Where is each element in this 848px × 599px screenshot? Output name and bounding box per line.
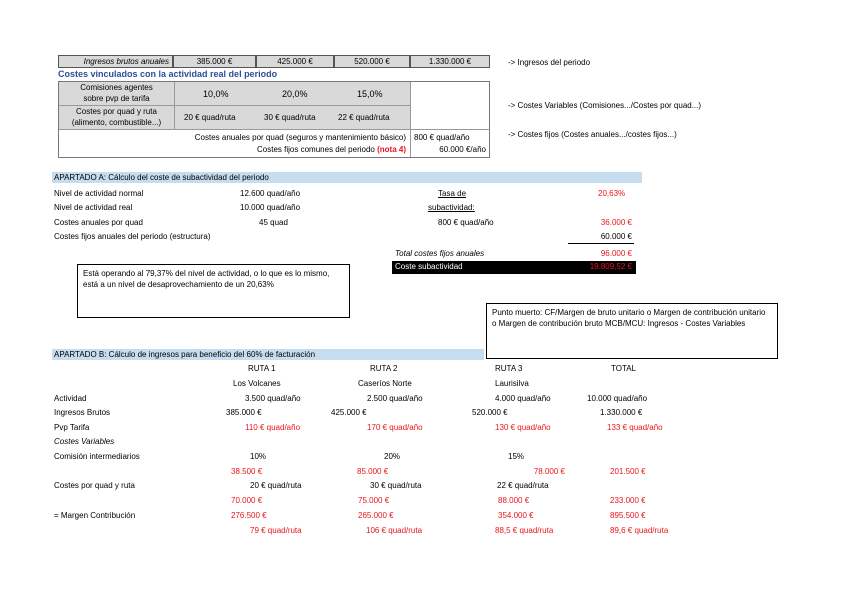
costes-quad-b-2: 30 € quad/ruta — [370, 481, 422, 490]
anuales-label: Costes anuales por quad (seguros y mantenimiento básico) — [194, 133, 406, 142]
margen-unit-2: 106 € quad/ruta — [366, 526, 423, 535]
margen-unit-total: 89,6 € quad/ruta — [610, 526, 669, 535]
apartado-b-title: APARTADO B: Cálculo de ingresos para beneficio del 60% de facturación — [54, 350, 316, 359]
ingresos-cell-total: 1.330.000 € — [410, 55, 490, 68]
total-value: 96.000 € — [600, 249, 632, 258]
ingresos-3: 520.000 € — [472, 408, 508, 417]
costes-quad-2: 30 € quad/ruta — [264, 113, 316, 122]
subheader-ruta-2: Caseríos Norte — [358, 379, 412, 388]
a-label-normal: Nivel de actividad normal — [54, 189, 144, 198]
fijos-value: 60.000 €/año — [439, 145, 486, 154]
ingresos-label: Ingresos brutos anuales — [58, 55, 173, 68]
tasa-label-2: subactividad: — [428, 203, 475, 212]
comision-val-2: 85.000 € — [357, 467, 389, 476]
total-label: Total costes fijos anuales — [395, 249, 485, 258]
costes-quad-label-1: Costes por quad y ruta — [76, 107, 157, 116]
pvp-2: 170 € quad/año — [367, 423, 423, 432]
a-label-real: Nivel de actividad real — [54, 203, 133, 212]
margen-2: 265.000 € — [358, 511, 394, 520]
costes-quad-3: 22 € quad/ruta — [338, 113, 390, 122]
margen-total: 895.500 € — [610, 511, 646, 520]
margen-1: 276.500 € — [231, 511, 267, 520]
tasa-value: 20,63% — [598, 189, 626, 198]
b-label-comision: Comisión intermediarios — [54, 452, 140, 461]
a-value-real: 10.000 quad/año — [240, 203, 301, 212]
punto-muerto-note: Punto muerto: CF/Margen de bruto unitario o Margen de contribución unitario o Margen de contribución bruto MCB/MCU: Ingresos - Costes Variables — [486, 303, 778, 359]
costes-quad-val-3: 88.000 € — [498, 496, 530, 505]
actividad-2: 2.500 quad/año — [367, 394, 423, 403]
side-note-variables: -> Costes Variables (Comisiones.../Costes por quad...) — [508, 101, 702, 110]
comision-2: 20,0% — [282, 89, 308, 99]
margen-unit-3: 88,5 € quad/ruta — [495, 526, 554, 535]
pvp-total: 133 € quad/año — [607, 423, 663, 432]
comision-val-total: 201.500 € — [610, 467, 646, 476]
ingresos-cell-3: 520.000 € — [334, 55, 410, 68]
a-label-anuales: Costes anuales por quad — [54, 218, 143, 227]
comision-val-1: 38.500 € — [231, 467, 263, 476]
comision-pct-1: 10% — [250, 452, 267, 461]
b-label-actividad: Actividad — [54, 394, 87, 403]
ingresos-2: 425.000 € — [331, 408, 367, 417]
b-label-pvp: Pvp Tarifa — [54, 423, 90, 432]
subheader-ruta-1: Los Volcanes — [233, 379, 281, 388]
header-ruta-1: RUTA 1 — [248, 364, 276, 373]
pvp-1: 110 € quad/año — [245, 423, 301, 432]
a-label-fijos: Costes fijos anuales del periodo (estructura) — [54, 232, 211, 241]
fijos-label — [150, 145, 406, 154]
comisiones-label-2: sobre pvp de tarifa — [83, 94, 150, 103]
comisiones-label-1: Comisiones agentes — [80, 83, 153, 92]
b-label-ingresos: Ingresos Brutos — [54, 408, 111, 417]
costes-quad-val-2: 75.000 € — [358, 496, 390, 505]
comision-pct-2: 20% — [384, 452, 401, 461]
section-title: Costes vinculados con la actividad real del periodo — [58, 69, 278, 79]
actividad-total: 10.000 quad/año — [587, 394, 648, 403]
anuales-value: 800 € quad/año — [414, 133, 470, 142]
a-value-normal: 12.600 quad/año — [240, 189, 301, 198]
costes-quad-val-1: 70.000 € — [231, 496, 263, 505]
actividad-1: 3.500 quad/año — [245, 394, 301, 403]
costes-quad-label-2: (alimento, combustible...) — [71, 118, 162, 127]
ingresos-cell-1: 385.000 € — [173, 55, 256, 68]
side-note-fijos: -> Costes fijos (Costes anuales.../costes fijos...) — [508, 130, 677, 139]
b-label-margen: = Margen Contribución — [54, 511, 136, 520]
coste-quad: 800 € quad/año — [438, 218, 494, 227]
pvp-3: 130 € quad/año — [495, 423, 551, 432]
header-ruta-3: RUTA 3 — [495, 364, 523, 373]
tasa-label-1: Tasa de — [438, 189, 467, 198]
comision-val-3: 78.000 € — [533, 467, 565, 476]
comision-1: 10,0% — [203, 89, 229, 99]
b-label-costes-quad: Costes por quad y ruta — [54, 481, 135, 490]
costes-quad-b-3: 22 € quad/ruta — [497, 481, 549, 490]
costes-quad-1: 20 € quad/ruta — [184, 113, 236, 122]
side-note-ingresos: -> Ingresos del periodo — [508, 58, 591, 67]
fijos-nota: (nota 4) — [377, 145, 406, 154]
margen-unit-1: 79 € quad/ruta — [250, 526, 302, 535]
header-total: TOTAL — [611, 364, 637, 373]
coste-anual-total: 36.000 € — [600, 218, 632, 227]
ingresos-total: 1.330.000 € — [600, 408, 643, 417]
subheader-ruta-3: Laurisilva — [495, 379, 529, 388]
actividad-3: 4.000 quad/año — [495, 394, 551, 403]
sub-value: 19.809,52 € — [589, 262, 632, 271]
comision-pct-3: 15% — [508, 452, 525, 461]
operando-note: Está operando al 79,37% del nivel de actividad, o lo que es lo mismo, está a un nivel de desaprovechamiento de un 20,63% — [77, 264, 350, 318]
ingresos-1: 385.000 € — [226, 408, 262, 417]
costes-quad-b-1: 20 € quad/ruta — [250, 481, 302, 490]
header-ruta-2: RUTA 2 — [370, 364, 398, 373]
b-label-costes-var: Costes Variables — [54, 437, 115, 446]
a-value-anuales: 45 quad — [259, 218, 288, 227]
apartado-a-title: APARTADO A: Cálculo del coste de subactividad del periodo — [54, 173, 269, 182]
margen-3: 354.000 € — [498, 511, 534, 520]
costes-quad-val-total: 233.000 € — [610, 496, 646, 505]
sub-label: Coste subactividad — [395, 262, 463, 271]
fijos-total: 60.000 € — [600, 232, 632, 241]
ingresos-cell-2: 425.000 € — [256, 55, 334, 68]
fijos-label-text: Costes fijos comunes del periodo — [257, 145, 375, 154]
comision-3: 15,0% — [357, 89, 383, 99]
